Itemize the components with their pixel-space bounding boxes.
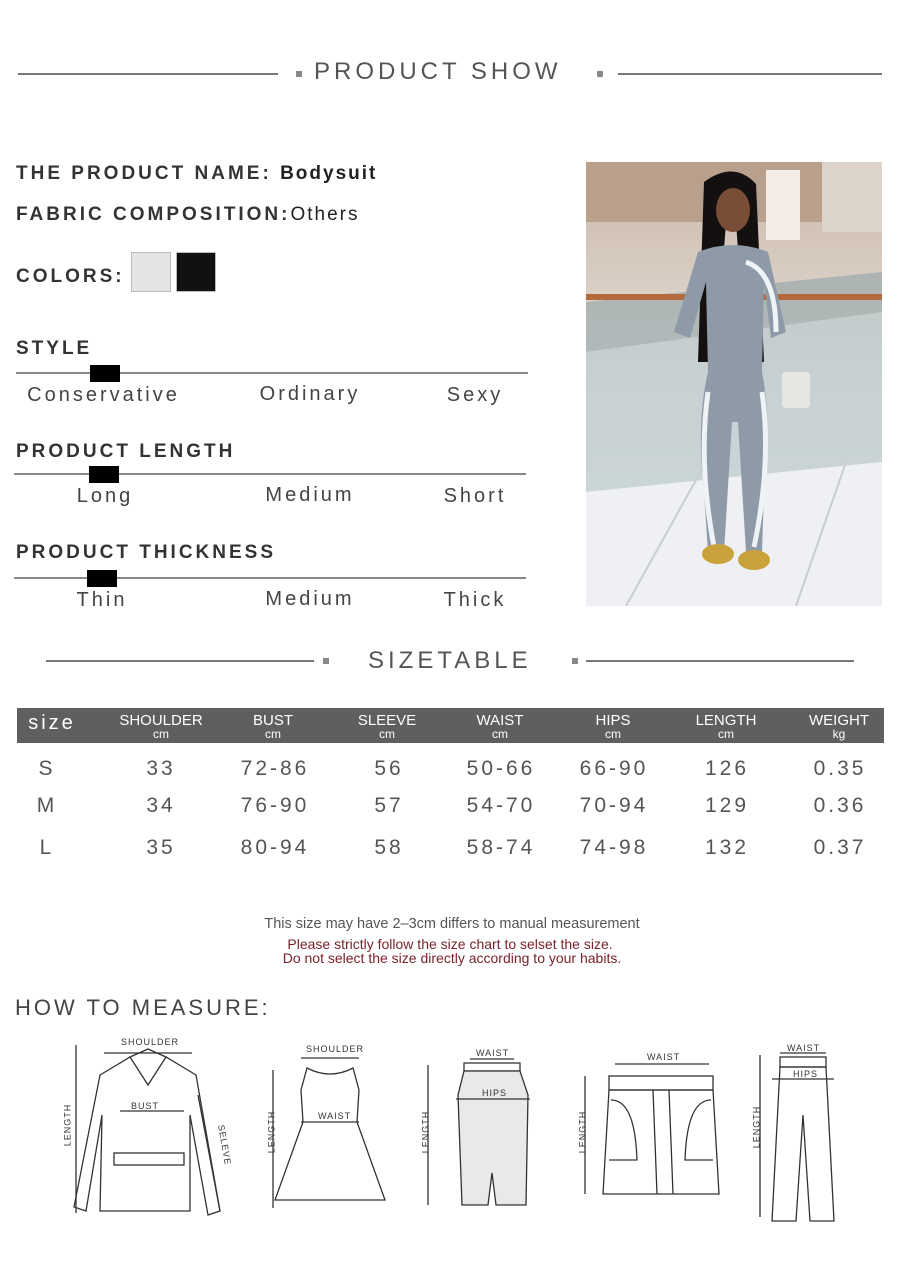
thickness-marker [87, 570, 117, 587]
style-label: STYLE [16, 338, 93, 359]
dress-length-label: LENGTH [266, 1110, 277, 1154]
jacket-shoulder-label: SHOULDER [121, 1037, 180, 1047]
color-swatch-white[interactable] [131, 252, 171, 292]
thickness-option-thin: Thin [76, 589, 128, 611]
style-marker [90, 365, 120, 382]
cell-waist: 54-70 [466, 794, 536, 817]
cell-size: M [36, 794, 58, 817]
product-name-row [16, 163, 377, 185]
cell-sleeve: 57 [374, 794, 404, 817]
colors-label: COLORS: [16, 266, 125, 287]
dress-shoulder-label: SHOULDER [306, 1044, 365, 1054]
cell-hips: 66-90 [579, 757, 649, 780]
fabric-row [16, 204, 359, 226]
jacket-bust-label: BUST [131, 1101, 160, 1111]
header-line-left [18, 73, 278, 75]
pants-length-label: LENGTH [751, 1105, 762, 1149]
cell-waist: 50-66 [466, 757, 536, 780]
pants-waist-label: WAIST [787, 1043, 821, 1053]
th-waist: WAIST cm [476, 712, 524, 741]
style-option-ordinary: Ordinary [259, 383, 361, 405]
th-size: size [28, 712, 76, 734]
cell-size: S [38, 757, 56, 780]
length-option-medium: Medium [265, 484, 355, 506]
page-title: PRODUCT SHOW [314, 58, 562, 85]
length-label: PRODUCT LENGTH [16, 441, 236, 462]
note-habits: Do not select the size directly according to your habits. [282, 950, 622, 966]
sizetable-line-left [46, 660, 314, 662]
cell-length: 126 [704, 757, 750, 780]
header-bullet-left [296, 71, 302, 77]
sizetable-bullet-right [572, 658, 578, 664]
sizetable-line-right [586, 660, 854, 662]
skirt-length-label: LENGTH [420, 1110, 431, 1154]
cell-weight: 0.36 [813, 794, 867, 817]
dress-illustration [265, 1050, 395, 1210]
cell-shoulder: 34 [146, 794, 176, 817]
th-hips: HIPS cm [595, 712, 631, 741]
cell-size: L [39, 836, 55, 859]
th-shoulder: SHOULDER cm [119, 712, 203, 741]
note-measurement: This size may have 2–3cm differs to manual measurement [264, 916, 640, 932]
header-line-right [618, 73, 882, 75]
th-bust: BUST cm [252, 712, 293, 741]
skirt-illustration [418, 1055, 538, 1210]
thickness-option-medium: Medium [265, 588, 355, 610]
cell-hips: 70-94 [579, 794, 649, 817]
color-swatch-black[interactable] [176, 252, 216, 292]
style-option-sexy: Sexy [446, 384, 504, 406]
skirt-hips-label: HIPS [482, 1088, 508, 1098]
style-option-conservative: Conservative [27, 384, 180, 406]
note-follow-chart: Please strictly follow the size chart to selset the size. [287, 936, 613, 952]
shorts-length-label: LENGTH [577, 1110, 588, 1154]
cell-shoulder: 35 [146, 836, 176, 859]
shorts-illustration [575, 1060, 745, 1205]
jacket-length-label: LENGTH [62, 1103, 73, 1147]
jacket-illustration [60, 1035, 235, 1220]
product-photo [586, 162, 882, 606]
how-to-measure-title: HOW TO MEASURE: [15, 995, 271, 1020]
fabric-label: FABRIC COMPOSITION: [16, 204, 291, 225]
cell-bust: 80-94 [240, 836, 310, 859]
th-length: LENGTH cm [695, 712, 757, 741]
cell-weight: 0.35 [813, 757, 867, 780]
fabric-value: Others [290, 204, 360, 225]
shorts-waist-label: WAIST [647, 1052, 681, 1062]
cell-shoulder: 33 [146, 757, 176, 780]
cell-bust: 76-90 [240, 794, 310, 817]
cell-bust: 72-86 [240, 757, 310, 780]
cell-length: 132 [704, 836, 750, 859]
jacket-sleeve-label: SELEVE [216, 1123, 234, 1167]
thickness-label: PRODUCT THICKNESS [16, 542, 277, 563]
product-name-value: Bodysuit [280, 163, 378, 184]
cell-length: 129 [704, 794, 750, 817]
cell-sleeve: 56 [374, 757, 404, 780]
th-weight: WEIGHT kg [809, 712, 869, 741]
product-name-label: THE PRODUCT NAME: [16, 163, 272, 184]
length-option-short: Short [443, 485, 507, 507]
dress-waist-label: WAIST [318, 1111, 352, 1121]
length-marker [89, 466, 119, 483]
cell-weight: 0.37 [813, 836, 867, 859]
th-sleeve: SLEEVE cm [357, 712, 417, 741]
sizetable-bullet-left [323, 658, 329, 664]
thickness-option-thick: Thick [443, 589, 507, 611]
pants-hips-label: HIPS [793, 1069, 819, 1079]
skirt-waist-label: WAIST [476, 1048, 510, 1058]
cell-hips: 74-98 [579, 836, 649, 859]
cell-waist: 58-74 [466, 836, 536, 859]
size-table-header [17, 708, 884, 743]
length-option-long: Long [76, 485, 134, 507]
header-bullet-right [597, 71, 603, 77]
sizetable-title: SIZETABLE [368, 647, 532, 674]
cell-sleeve: 58 [374, 836, 404, 859]
